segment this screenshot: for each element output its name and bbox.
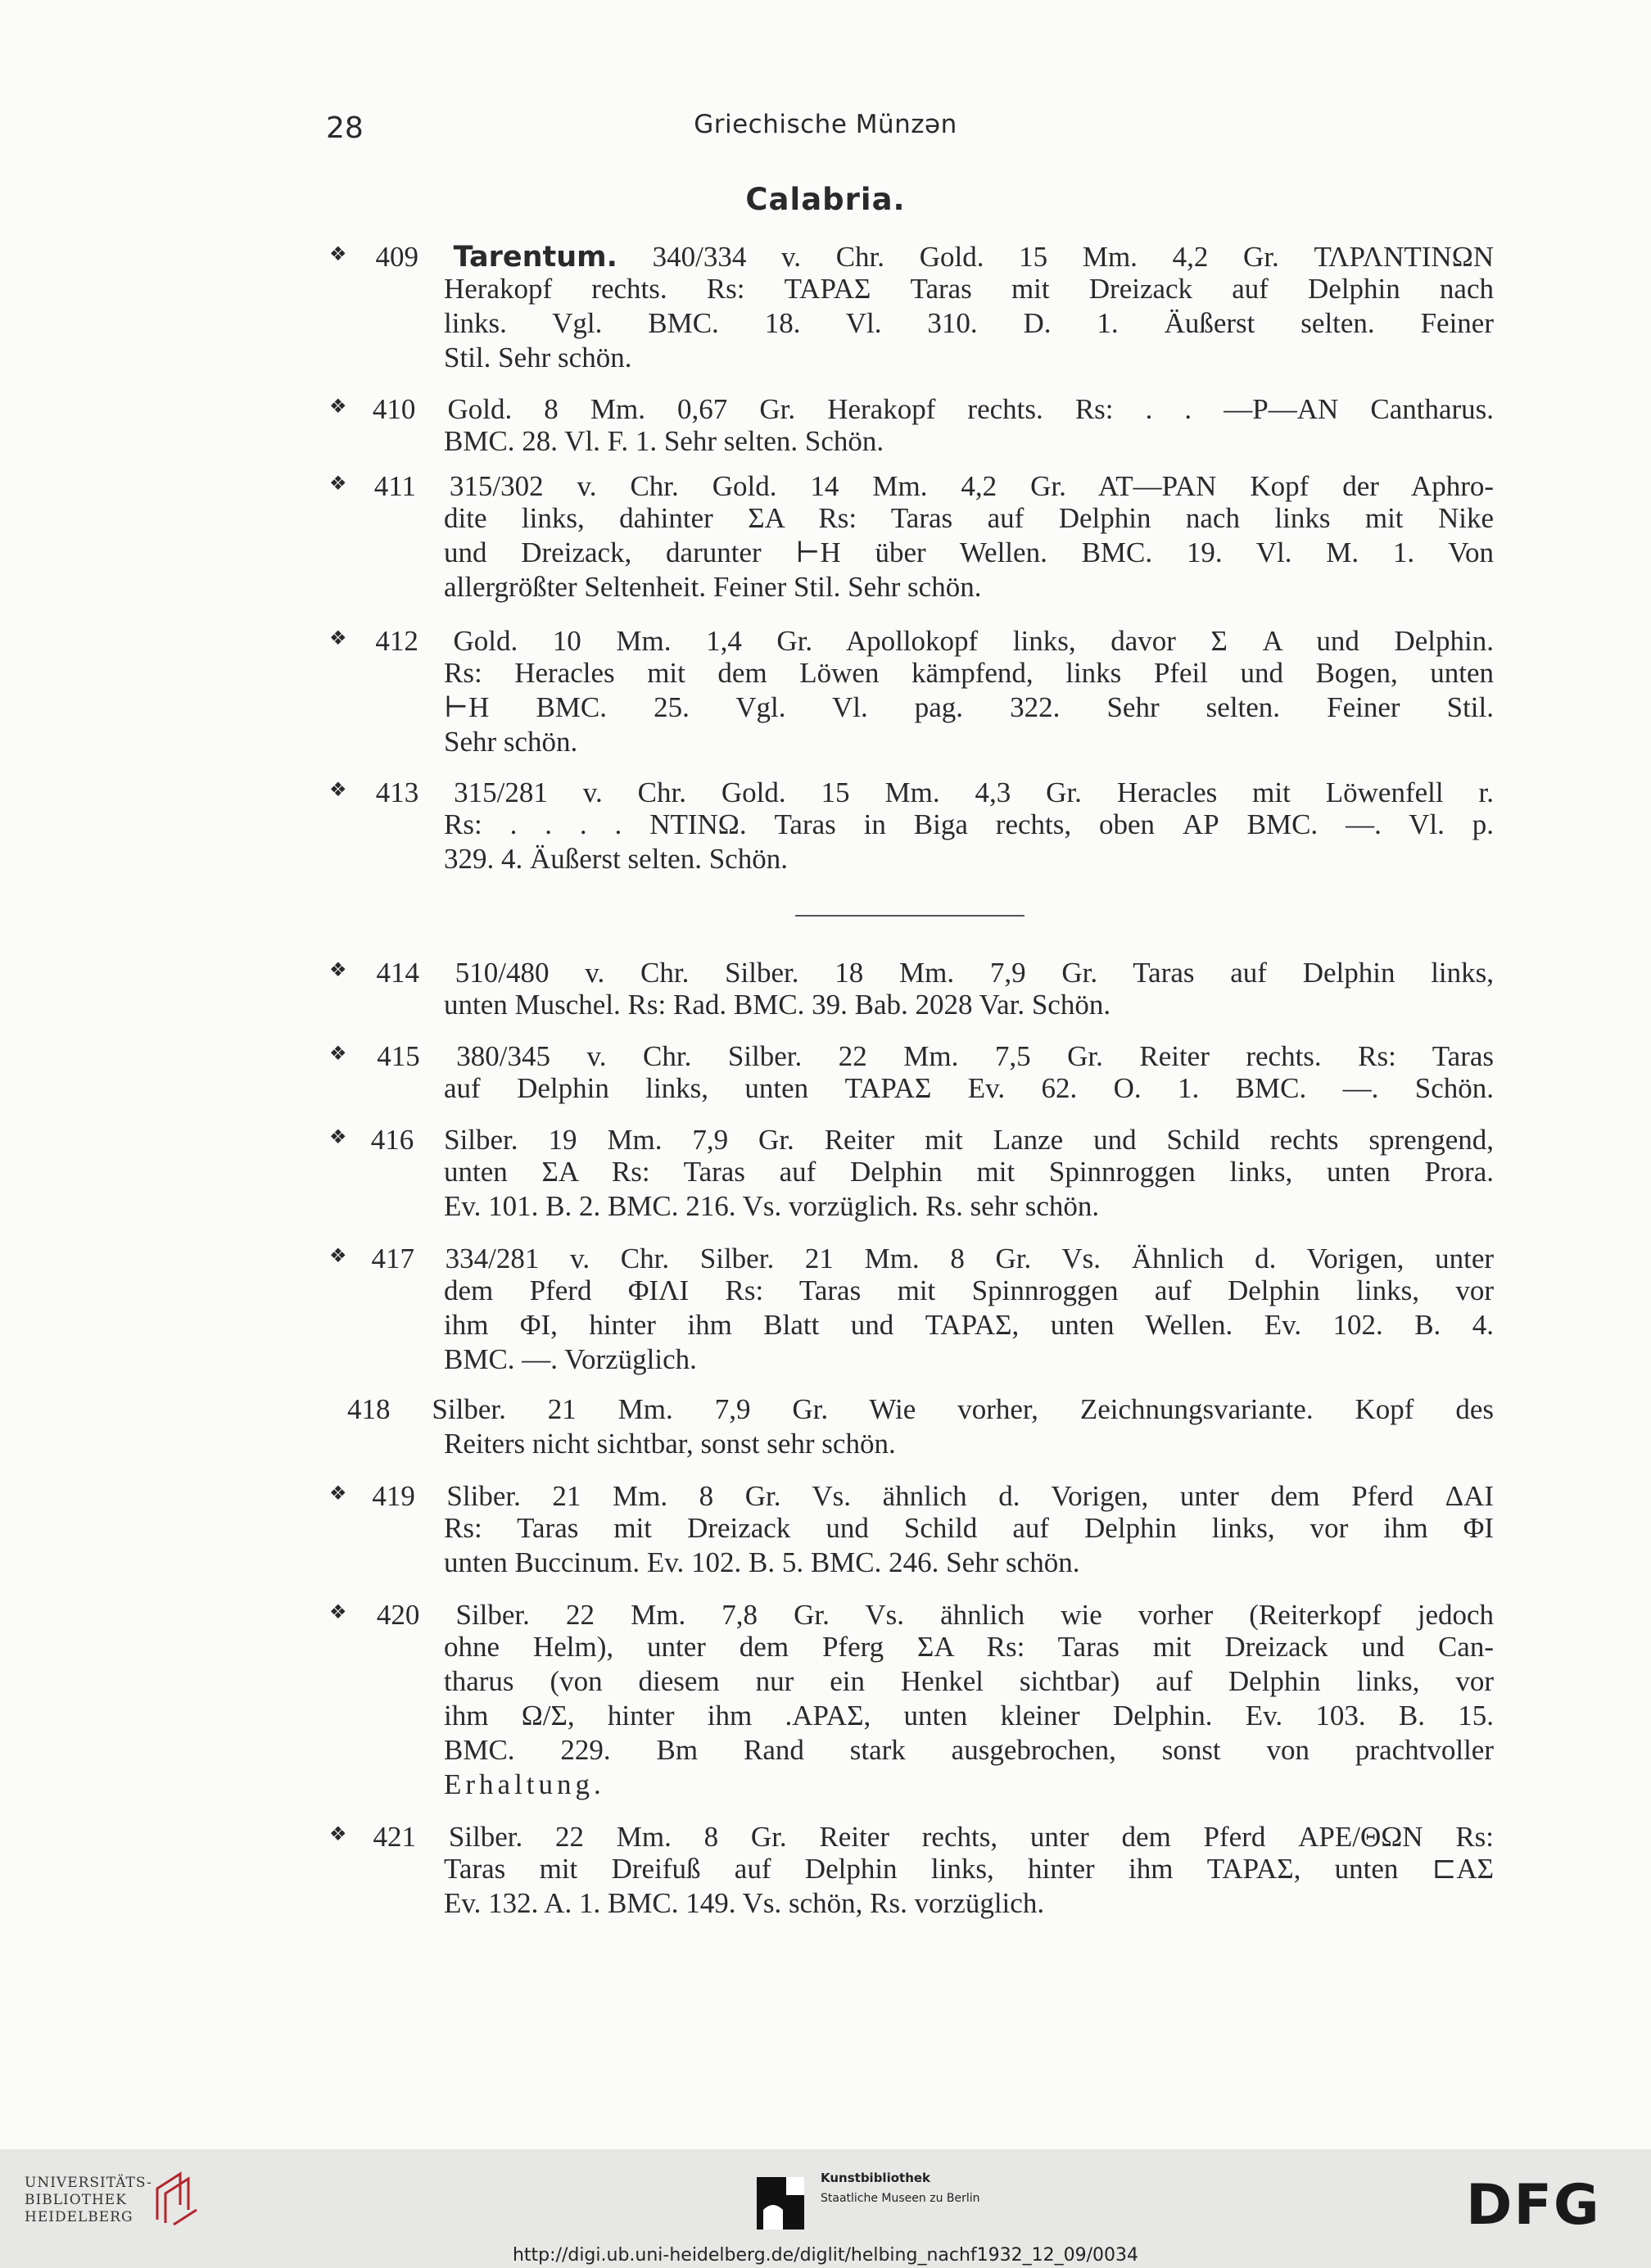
entry-line: ihm ΦΙ, hinter ihm Blatt und ΤΑΡΑΣ, unten Wellen. Ev. 102. B. 4.: [444, 1309, 1494, 1341]
entry-line: ihm Ω/Σ, hinter ihm .ΑΡΑΣ, unten kleiner Delphin. Ev. 103. B. 15.: [444, 1700, 1494, 1732]
lot-number: 421: [373, 1821, 417, 1853]
page-number: 28: [326, 111, 364, 145]
lot-number: 413: [375, 776, 419, 808]
lot-number: 418: [347, 1393, 391, 1425]
kunstbibliothek-subtitle: Staatliche Museen zu Berlin: [821, 2192, 980, 2205]
entry-line: Sehr schön.: [444, 726, 578, 758]
lot-number: 419: [372, 1480, 415, 1512]
entry-line: Silber. 22 Mm. 8 Gr. Reiter rechts, unter dem Pferd ΑΡΕ/ΘΩΝ Rs:: [448, 1821, 1495, 1853]
lot-number: 415: [377, 1040, 420, 1072]
entry-line: Silber. 19 Mm. 7,9 Gr. Reiter mit Lanze und Schild rechts sprengend,: [444, 1124, 1495, 1156]
university-line: UNIVERSITÄTS-: [25, 2175, 152, 2191]
entry-title: Tarentum.: [453, 241, 617, 274]
lot-marker: ❖: [329, 628, 374, 650]
entry-line: Gold. 8 Mm. 0,67 Gr. Herakopf rechts. Rs: . . —P—AN Cantharus.: [447, 393, 1495, 425]
kunstbibliothek-logo-icon[interactable]: [757, 2177, 804, 2230]
entry-line: 340/334 v. Chr. Gold. 15 Mm. 4,2 Gr. ΤΛΡΛΝΤΙΝΩΝ: [617, 241, 1494, 273]
lot-number: 411: [373, 470, 416, 502]
entry-line: 334/281 v. Chr. Silber. 21 Mm. 8 Gr. Vs. Ähnlich d. Vorigen, unter: [445, 1243, 1495, 1274]
entry-line: Erhaltung.: [444, 1768, 605, 1800]
entry-line: 510/480 v. Chr. Silber. 18 Mm. 7,9 Gr. Taras auf Delphin links,: [455, 957, 1495, 989]
lot-number: 420: [376, 1599, 420, 1631]
entry-line: allergrößter Seltenheit. Feiner Stil. Sehr schön.: [444, 571, 982, 603]
entry-line: Stil. Sehr schön.: [444, 342, 632, 373]
entry-line: tharus (von diesem nur ein Henkel sichtbar) auf Delphin links, vor: [444, 1665, 1494, 1697]
university-line: BIBLIOTHEK: [25, 2192, 127, 2208]
entry-line: Silber. 21 Mm. 7,9 Gr. Wie vorher, Zeichnungsvariante. Kopf des: [432, 1393, 1494, 1425]
kunstbibliothek-title: Kunstbibliothek: [821, 2171, 931, 2185]
entry-line: 315/302 v. Chr. Gold. 14 Mm. 4,2 Gr. AT—PAN Kopf der Aphro-: [449, 470, 1495, 502]
entry-line: BMC. 28. Vl. F. 1. Sehr selten. Schön.: [444, 425, 884, 457]
entry-line: unten ΣA Rs: Taras auf Delphin mit Spinnroggen links, unten Prora.: [444, 1156, 1494, 1188]
university-library-name: [25, 2175, 152, 2226]
entry-line: unten Buccinum. Ev. 102. B. 5. BMC. 246. Sehr schön.: [444, 1546, 1080, 1578]
entry-line: Taras mit Dreifuß auf Delphin links, hinter ihm ΤΑΡΑΣ, unten ⊏ΑΣ: [444, 1853, 1494, 1885]
lot-marker: ❖: [329, 1824, 372, 1845]
entry-line: Sliber. 21 Mm. 8 Gr. Vs. ähnlich d. Vorigen, unter dem Pferd ΔΑΙ: [446, 1480, 1495, 1512]
entry-line: auf Delphin links, unten ΤΑΡΑΣ Ev. 62. O. 1. BMC. —. Schön.: [444, 1072, 1494, 1104]
entry-line: Silber. 22 Mm. 7,8 Gr. Vs. ähnlich wie vorher (Reiterkopf jedoch: [455, 1599, 1495, 1631]
entry-line: dem Pferd ΦΙΛΙ Rs: Taras mit Spinnroggen auf Delphin links, vor: [444, 1274, 1494, 1306]
entry-line: ⊢H BMC. 25. Vgl. Vl. pag. 322. Sehr selten. Feiner Stil.: [444, 691, 1494, 723]
university-logo-icon[interactable]: [152, 2169, 201, 2226]
lot-marker: ❖: [329, 1602, 375, 1623]
entry-line: Gold. 10 Mm. 1,4 Gr. Apollokopf links, davor Σ A und Delphin.: [453, 625, 1494, 657]
entry-line: Ev. 101. B. 2. BMC. 216. Vs. vorzüglich. Rs. sehr schön.: [444, 1190, 1100, 1222]
source-url[interactable]: http://digi.ub.uni-heidelberg.de/diglit/helbing_nachf1932_12_09/0034: [512, 2245, 1139, 2266]
entry-line: Ev. 132. A. 1. BMC. 149. Vs. schön, Rs. vorzüglich.: [444, 1887, 1045, 1919]
lot-number: 412: [375, 625, 418, 657]
entry-line: 315/281 v. Chr. Gold. 15 Mm. 4,3 Gr. Heracles mit Löwenfell r.: [454, 776, 1494, 808]
lot-marker: ❖: [329, 396, 371, 418]
dfg-logo[interactable]: DFG: [1466, 2173, 1601, 2238]
lot-marker: ❖: [329, 1127, 369, 1148]
entry-line: links. Vgl. BMC. 18. Vl. 310. D. 1. Äußerst selten. Feiner: [444, 307, 1494, 339]
entry-line: 329. 4. Äußerst selten. Schön.: [444, 843, 788, 875]
lot-marker: ❖: [329, 960, 375, 981]
lot-marker: ❖: [329, 473, 373, 495]
entry-line: Rs: . . . . ΝΤΙΝΩ. Taras in Biga rechts, oben ΑΡ BMC. —. Vl. p.: [444, 808, 1494, 840]
entry-line: Rs: Taras mit Dreizack und Schild auf Delphin links, vor ihm ΦΙ: [444, 1512, 1494, 1544]
entry-line: Reiters nicht sichtbar, sonst sehr schön.: [444, 1428, 896, 1460]
lot-number: 409: [375, 241, 418, 273]
entry-line: BMC. —. Vorzüglich.: [444, 1343, 697, 1375]
entry-line: BMC. 229. Bm Rand stark ausgebrochen, sonst von prachtvoller: [444, 1734, 1494, 1766]
running-title: Griechische Münzən: [694, 110, 957, 139]
university-line: HEIDELBERG: [25, 2209, 133, 2225]
entry-line: Herakopf rechts. Rs: ΤΑΡΑΣ Taras mit Dreizack auf Delphin nach: [444, 273, 1494, 305]
entry-line: 380/345 v. Chr. Silber. 22 Mm. 7,5 Gr. Reiter rechts. Rs: Taras: [456, 1040, 1495, 1072]
entry-line: ohne Helm), unter dem Pferg ΣA Rs: Taras mit Dreizack und Can-: [444, 1631, 1494, 1663]
lot-number: 417: [371, 1243, 414, 1274]
entry-line: unten Muschel. Rs: Rad. BMC. 39. Bab. 2028 Var. Schön.: [444, 989, 1111, 1021]
entry-line: und Dreizack, darunter ⊢H über Wellen. BMC. 19. Vl. M. 1. Von: [444, 536, 1494, 568]
section-divider: [795, 915, 1025, 917]
lot-marker: ❖: [329, 244, 374, 265]
entry-line: dite links, dahinter ΣA Rs: Taras auf Delphin nach links mit Nike: [444, 502, 1494, 534]
lot-marker: ❖: [329, 1483, 371, 1505]
entry-line: Rs: Heracles mit dem Löwen kämpfend, links Pfeil und Bogen, unten: [444, 657, 1494, 689]
lot-marker: ❖: [329, 780, 374, 801]
lot-number: 410: [372, 393, 416, 425]
lot-number: 416: [370, 1124, 414, 1156]
lot-number: 414: [376, 957, 420, 989]
lot-marker: ❖: [329, 1246, 370, 1267]
section-title: Calabria.: [745, 182, 906, 217]
lot-marker: ❖: [329, 1043, 376, 1065]
